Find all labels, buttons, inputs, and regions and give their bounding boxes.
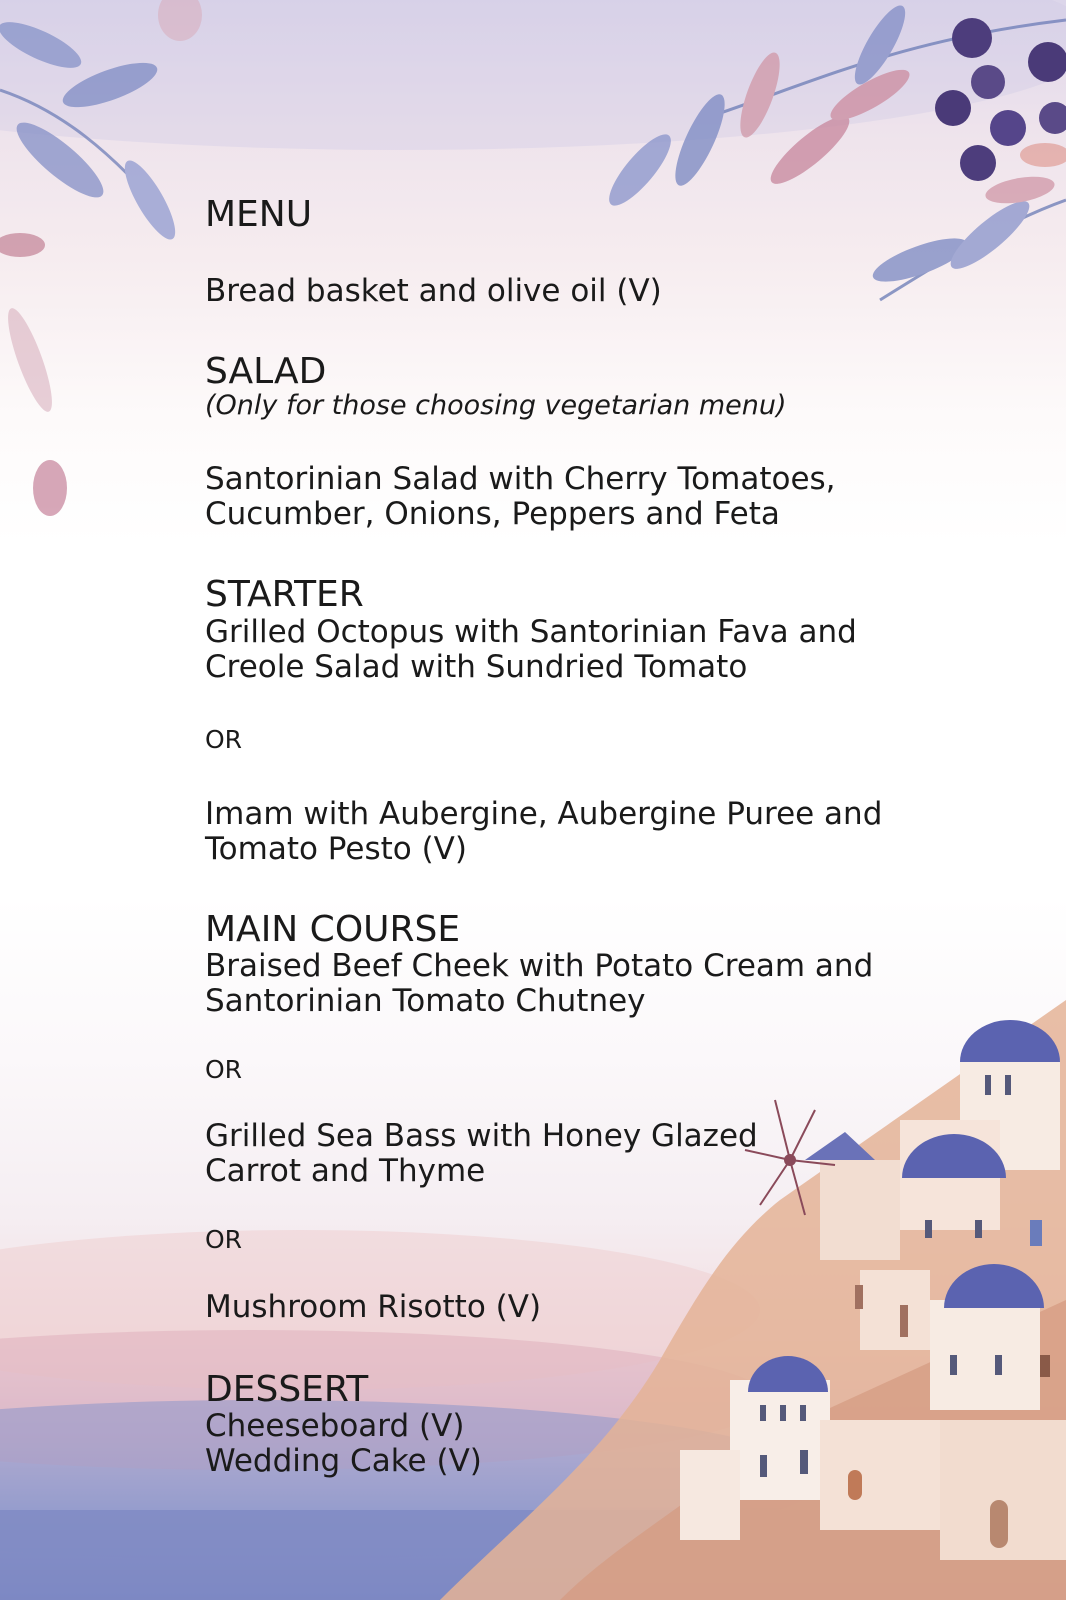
dessert-item-2: Wedding Cake (V) bbox=[205, 1443, 482, 1479]
menu-title: MENU bbox=[205, 194, 313, 235]
salad-item-line-1: Santorinian Salad with Cherry Tomatoes, bbox=[205, 461, 836, 497]
main-option-1 bbox=[205, 949, 873, 1019]
main-option-3: Mushroom Risotto (V) bbox=[205, 1289, 542, 1325]
starter-option-1-line-2: Creole Salad with Sundried Tomato bbox=[205, 649, 748, 685]
main-course-heading: MAIN COURSE bbox=[205, 909, 461, 950]
starter-option-2 bbox=[205, 797, 882, 867]
starter-option-2-line-2: Tomato Pesto (V) bbox=[205, 831, 467, 867]
starter-or-separator: OR bbox=[205, 725, 243, 754]
bread-item: Bread basket and olive oil (V) bbox=[205, 273, 662, 309]
starter-heading: STARTER bbox=[205, 574, 364, 615]
starter-option-1 bbox=[205, 615, 857, 685]
starter-option-1-line-1: Grilled Octopus with Santorinian Fava and bbox=[205, 614, 857, 650]
starter-option-2-line-1: Imam with Aubergine, Aubergine Puree and bbox=[205, 796, 883, 832]
main-option-2 bbox=[205, 1119, 758, 1189]
salad-heading: SALAD bbox=[205, 351, 327, 392]
dessert-items bbox=[205, 1409, 482, 1479]
salad-note: (Only for those choosing vegetarian menu) bbox=[205, 390, 787, 421]
main-option-1-line-1: Braised Beef Cheek with Potato Cream and bbox=[205, 948, 874, 984]
dessert-heading: DESSERT bbox=[205, 1369, 369, 1410]
main-or-separator-2: OR bbox=[205, 1225, 243, 1254]
salad-item-line-2: Cucumber, Onions, Peppers and Feta bbox=[205, 496, 780, 532]
main-option-2-line-2: Carrot and Thyme bbox=[205, 1153, 486, 1189]
dessert-item-1: Cheeseboard (V) bbox=[205, 1408, 465, 1444]
salad-item bbox=[205, 462, 836, 532]
main-or-separator-1: OR bbox=[205, 1055, 243, 1084]
main-option-1-line-2: Santorinian Tomato Chutney bbox=[205, 983, 646, 1019]
main-option-2-line-1: Grilled Sea Bass with Honey Glazed bbox=[205, 1118, 758, 1154]
